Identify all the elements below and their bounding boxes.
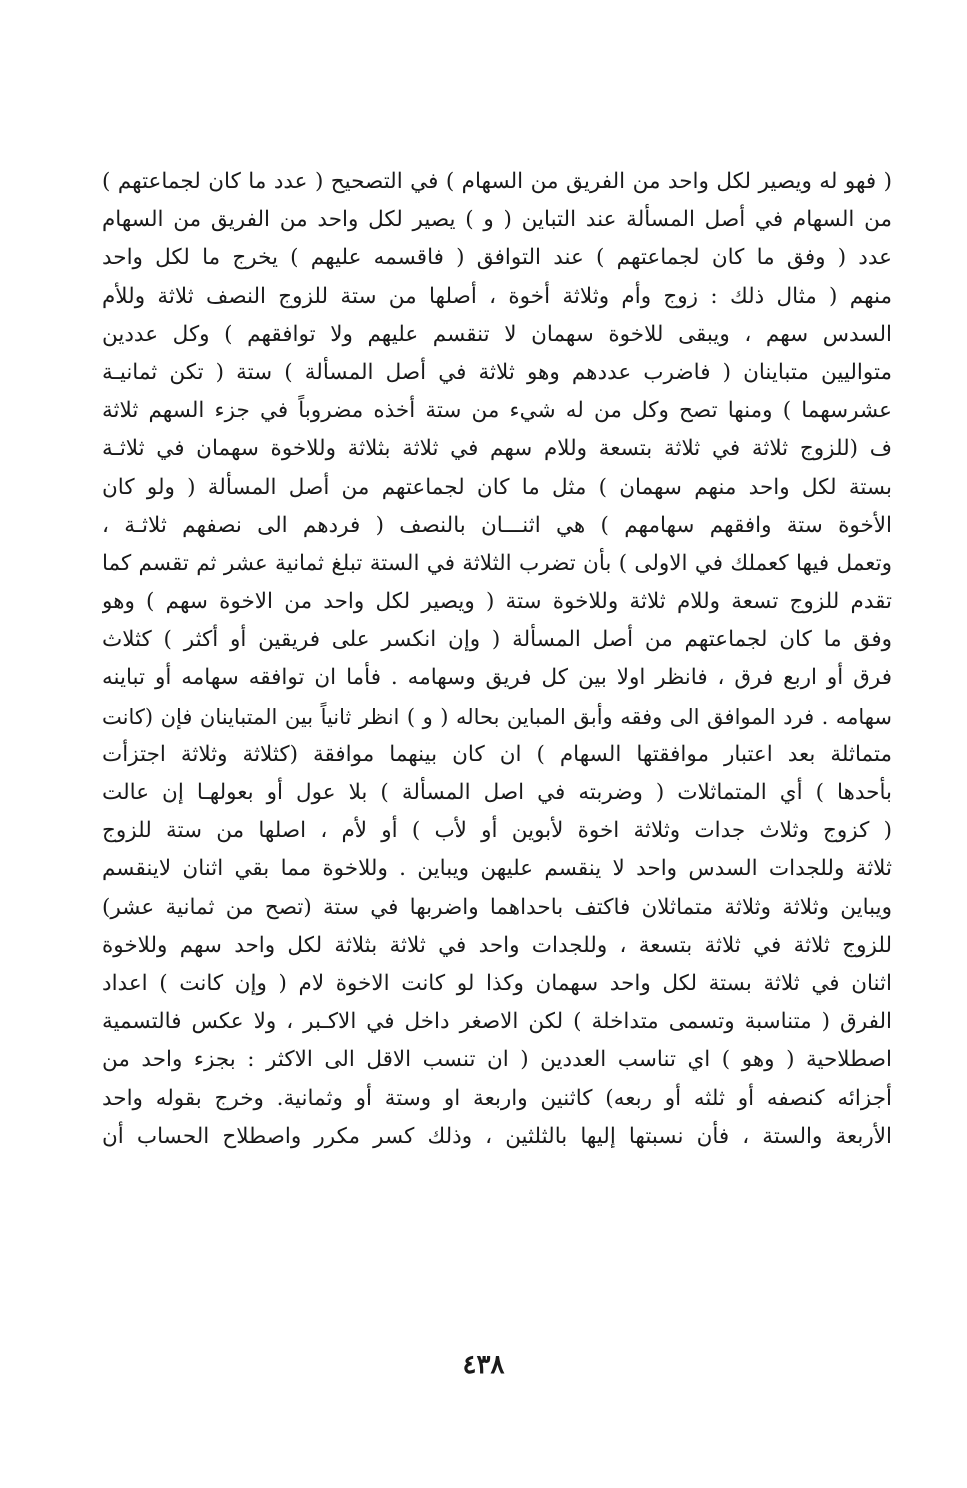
text-line: الفرق ( متناسبة وتسمى متداخلة ) لكن الاصغر داخل في الاكـبر ، ولا عكس فالتسمية <box>102 1009 892 1035</box>
text-line: فرق أو اربع فرق ، فانظر اولا بين كل فريق وسهامه . فأما ان توافقه سهامه أو تباينه <box>102 665 892 691</box>
text-line: السدس سهم ، ويبقى للاخوة سهمان لا تنقسم عليهم ولا توافقهم ) وكل عددين <box>102 321 892 347</box>
text-line: اثنان في ثلاثة بستة لكل واحد سهمان وكذا لو كانت الاخوة لام ( وإن كانت ) اعداد <box>102 970 892 996</box>
text-line: ثلاثة وللجدات السدس واحد لا ينقسم عليهن ويباين . وللاخوة مما بقي اثنان لاينقسم <box>102 856 892 882</box>
text-line: متواليين متباينان ( فاضرب عددهم وهو ثلاثة في أصل المسألة ) ستة ( تكن ثمانيـة <box>102 359 892 385</box>
text-line: بأحدها ) أي المتماثلات ( وضربته في اصل المسألة ) بلا عول أو بعولهـا إن عالت <box>102 780 892 805</box>
text-line: تقدم للزوج تسعة وللام ثلاثة وللاخوة ستة ( ويصير لكل واحد من الاخوة سهم ) وهو <box>102 589 892 615</box>
text-line: سهامه . فرد الموافق الى وفقه وأبق المباين بحاله ( و ) انظر ثانياً بين المتباينان فإن (كانت <box>102 704 892 729</box>
text-line: عشرسهما ) ومنها تصح وكل من له شيء من ستة أخذه مضروباً في جزء السهم ثلاثة <box>102 398 892 424</box>
text-line: عدد ( وفق ما كان لجماعتهم ) عند التوافق ( فاقسمه عليهم ) يخرج ما لكل واحد <box>102 245 892 271</box>
text-line: منهم ( مثال ذلك : زوج وأم وثلاثة أخوة ، أصلها من ستة للزوج النصف ثلاثة وللأم <box>102 283 892 309</box>
text-line: الأربعة والستة ، فأن نسبتها إليها بالثلثين ، وذلك كسر مكرر واصطلاح الحساب أن <box>102 1123 892 1149</box>
text-line: بستة لكل واحد منهم سهمان ) مثل ما كان لجماعتهم من أصل المسألة ( ولو كان <box>102 474 892 500</box>
text-line: ويباين وثلاثة وثلاثة متماثلان فاكتف باحداهما واضربها في ستة (تصح من ثمانية عشر) <box>102 894 892 920</box>
text-line: اصطلاحية ( وهو ) اي تناسب العددين ( ان تنسب الاقل الى الاكثر : بجزء واحد من <box>102 1047 892 1073</box>
text-line: من السهام في أصل المسألة عند التباين ( و ) يصير لكل واحد من الفريق من السهام <box>102 207 892 233</box>
text-line: الأخوة ستة وافقهم سهامهم ) هي اثنـــان بالنصف ( فردهم الى نصفهم ثلاثـة ، <box>102 512 892 538</box>
text-line: ( فهو له ويصير لكل واحد من الفريق من السهام ) في التصحيح ( عدد ما كان لجماعتهم ) <box>102 169 892 194</box>
page-body-text <box>102 163 892 1156</box>
text-line: للزوج ثلاثة في ثلاثة بتسعة ، وللجدات واحد في ثلاثة بثلاثة لكل واحد سهم وللاخوة <box>102 932 892 958</box>
text-line: متماثلة بعد اعتبار موافقتها السهام ) ان كان بينهما موافقة (كثلاثة وثلاثة اجتزأت <box>102 741 892 767</box>
text-line: أجزائه كنصفه أو ثلثه أو ربعه) كاثنين واربعة او وستة أو وثمانية. وخرج بقوله واحد <box>102 1085 892 1111</box>
page-number: ٤٣٨ <box>462 1350 505 1380</box>
text-line: ( كزوج وثلاث جدات وثلاثة اخوة لأبوين أو لأب ) أو لأم ، اصلها من ستة للزوج <box>102 818 892 844</box>
text-line: وفق ما كان لجماعتهم من أصل المسألة ( وإن انكسر على فريقين أو أكثر ) كثلاث <box>102 627 892 653</box>
text-line: ف (للزوج ثلاثة في ثلاثة بتسعة وللام سهم في ثلاثة بثلاثة وللاخوة سهمان في ثلاثـة <box>102 436 892 462</box>
text-line: وتعمل فيها كعملك في الاولى ) بأن تضرب الثلاثة في الستة تبلغ ثمانية عشر ثم تقسم كما <box>102 550 892 576</box>
